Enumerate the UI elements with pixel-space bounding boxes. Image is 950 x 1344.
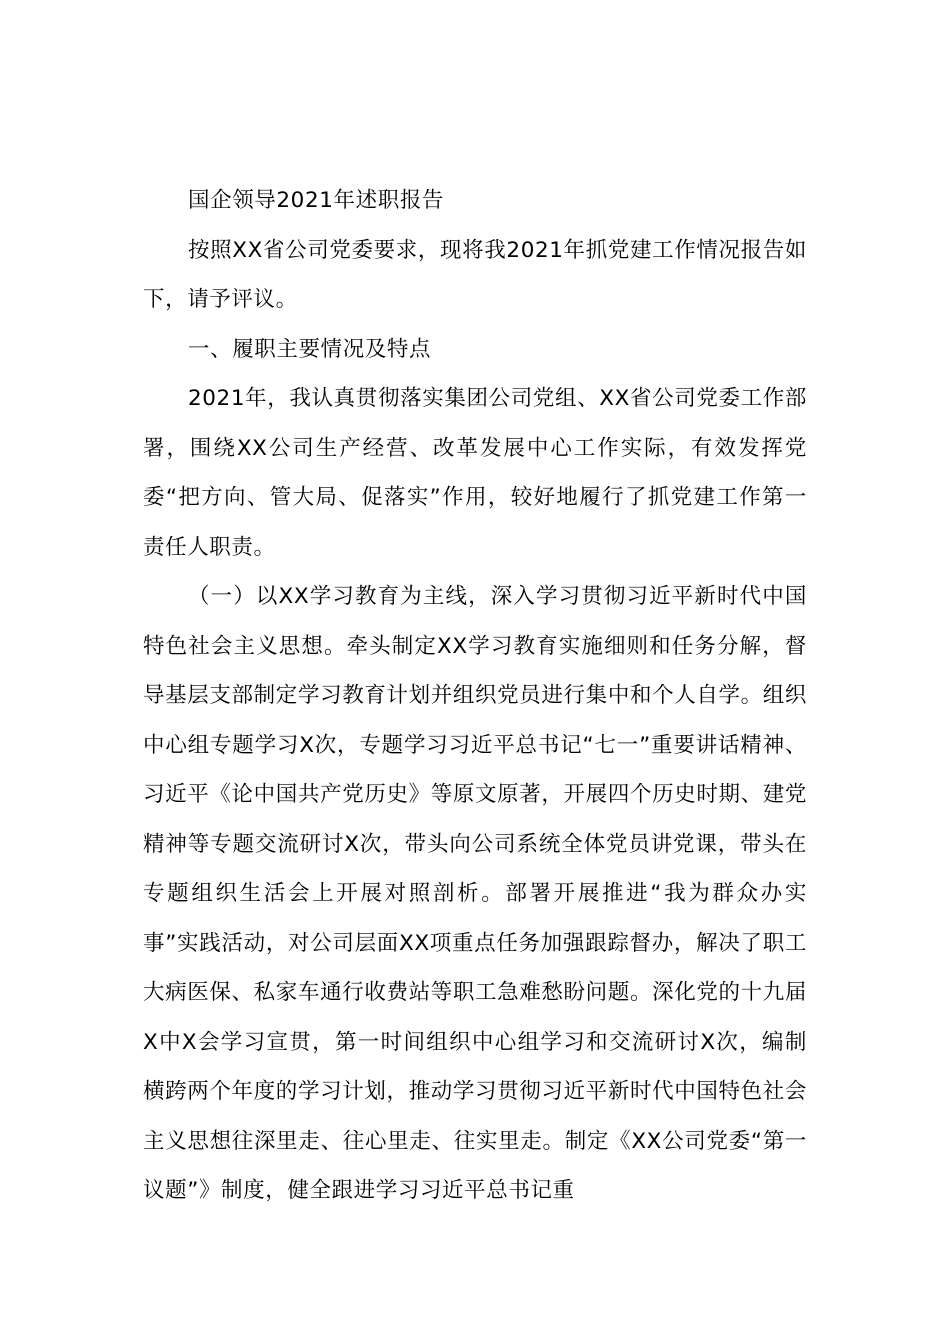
section-heading-1: 一、履职主要情况及特点 <box>188 336 432 362</box>
document-title: 国企领导2021年述职报告 <box>188 188 445 213</box>
document-body <box>143 176 807 1216</box>
paragraph-overview: 2021年，我认真贯彻落实集团公司党组、XX省公司党委工作部署，围绕XX公司生产经营、改革发展中心工作实际，有效发挥党委“把方向、管大局、促落实”作用，较好地履行了抓党建工作第一责任人职责。 <box>143 386 807 560</box>
paragraph-intro: 按照XX省公司党委要求，现将我2021年抓党建工作情况报告如下，请予评议。 <box>143 237 807 312</box>
paragraph-subsection-1: （一）以XX学习教育为主线，深入学习贯彻习近平新时代中国特色社会主义思想。牵头制定XX学习教育实施细则和任务分解，督导基层支部制定学习教育计划并组织党员进行集中和个人自学。组织中心组专题学习X次，专题学习习近平总书记“七一”重要讲话精神、习近平《论中国共产党历史》等原文原著，开展四个历史时期、建党精神等专题交流研讨X次，带头向公司系统全体党员讲党课，带头在专题组织生活会上开展对照剖析。部署开展推进“我为群众办实事”实践活动，对公司层面XX项重点任务加强跟踪督办，解决了职工大病医保、私家车通行收费站等职工急难愁盼问题。深化党的十九届X中X会学习宣贯，第一时间组织中心组学习和交流研讨X次，编制横跨两个年度的学习计划，推动学习贯彻习近平新时代中国特色社会主义思想往深里走、往心里走、往实里走。制定《XX公司党委“第一议题”》制度，健全跟进学习习近平总书记重 <box>143 584 807 1203</box>
